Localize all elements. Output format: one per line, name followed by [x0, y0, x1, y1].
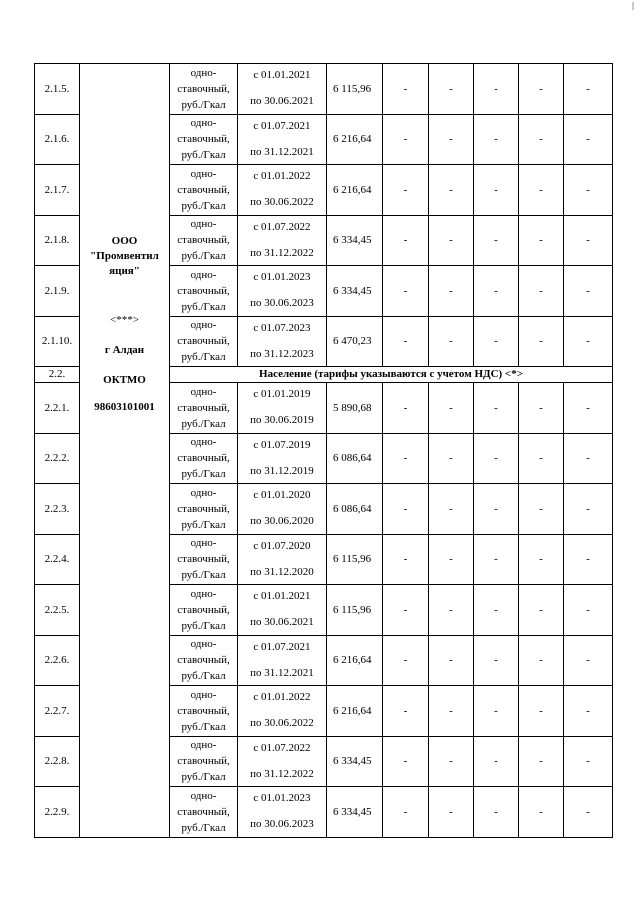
tariff-type-line: одно-: [190, 486, 217, 499]
period-cell: [238, 316, 327, 367]
empty-value-dash: -: [474, 266, 519, 317]
empty-value-dash: -: [519, 736, 564, 787]
empty-value-dash: -: [383, 635, 429, 686]
tariff-value: 6 216,64: [327, 114, 383, 165]
period-from: с 01.07.2022: [253, 741, 311, 754]
tariff-type-line: руб./Гкал: [181, 720, 226, 733]
tariff-type-line: ставочный,: [177, 284, 230, 297]
period-from: с 01.07.2021: [253, 119, 311, 132]
empty-value-dash: -: [429, 383, 474, 434]
empty-value-dash: -: [519, 686, 564, 737]
empty-value-dash: -: [383, 686, 429, 737]
empty-value-dash: -: [383, 787, 429, 838]
tariff-type-line: одно-: [190, 789, 217, 802]
empty-value-dash: -: [564, 433, 613, 484]
tariff-type-line: одно-: [190, 436, 217, 449]
empty-value-dash: -: [474, 787, 519, 838]
tariff-type-line: руб./Гкал: [181, 199, 226, 212]
empty-value-dash: -: [429, 484, 474, 535]
empty-value-dash: -: [474, 433, 519, 484]
empty-value-dash: -: [383, 114, 429, 165]
period-from: с 01.07.2020: [253, 539, 311, 552]
period-to: по 30.06.2022: [250, 717, 314, 730]
empty-value-dash: -: [429, 787, 474, 838]
empty-value-dash: -: [383, 266, 429, 317]
tariff-type-line: одно-: [190, 688, 217, 701]
empty-value-dash: -: [474, 686, 519, 737]
tariff-type-line: ставочный,: [177, 704, 230, 717]
tariff-type-line: ставочный,: [177, 553, 230, 566]
tariff-type: [170, 686, 238, 737]
empty-value-dash: -: [519, 635, 564, 686]
period-to: по 30.06.2020: [250, 515, 314, 528]
empty-value-dash: -: [564, 215, 613, 266]
empty-value-dash: -: [564, 686, 613, 737]
period-to: по 31.12.2021: [250, 666, 314, 679]
empty-value-dash: -: [383, 484, 429, 535]
period-from: с 01.01.2022: [253, 691, 311, 704]
tariff-type-line: одно-: [190, 66, 217, 79]
empty-value-dash: -: [564, 383, 613, 434]
period-from: с 01.07.2019: [253, 438, 311, 451]
period-cell: [238, 64, 327, 115]
empty-value-dash: -: [474, 534, 519, 585]
empty-value-dash: -: [429, 635, 474, 686]
period-to: по 30.06.2023: [250, 297, 314, 310]
tariff-type-line: руб./Гкал: [181, 351, 226, 364]
tariff-type-line: руб./Гкал: [181, 250, 226, 263]
tariff-type: [170, 635, 238, 686]
tariff-type-line: ставочный,: [177, 502, 230, 515]
empty-value-dash: -: [429, 266, 474, 317]
tariff-value: 6 216,64: [327, 635, 383, 686]
row-number: 2.2.6.: [35, 635, 80, 686]
empty-value-dash: -: [564, 585, 613, 636]
period-cell: [238, 585, 327, 636]
tariff-value: 6 115,96: [327, 534, 383, 585]
empty-value-dash: -: [474, 383, 519, 434]
period-cell: [238, 787, 327, 838]
empty-value-dash: -: [564, 787, 613, 838]
empty-value-dash: -: [474, 736, 519, 787]
empty-value-dash: -: [383, 383, 429, 434]
tariff-table: [34, 63, 613, 838]
tariff-type: [170, 534, 238, 585]
tariff-type-line: одно-: [190, 587, 217, 600]
empty-value-dash: -: [564, 534, 613, 585]
org-name-line: "Промвентил: [90, 250, 159, 262]
empty-value-dash: -: [474, 165, 519, 216]
empty-value-dash: -: [474, 316, 519, 367]
period-to: по 31.12.2020: [250, 565, 314, 578]
tariff-type: [170, 585, 238, 636]
empty-value-dash: -: [383, 736, 429, 787]
empty-value-dash: -: [474, 484, 519, 535]
tariff-type-line: одно-: [190, 739, 217, 752]
period-from: с 01.01.2019: [253, 388, 311, 401]
spacer: [80, 388, 169, 400]
empty-value-dash: -: [519, 585, 564, 636]
empty-value-dash: -: [429, 585, 474, 636]
period-from: с 01.01.2021: [253, 590, 311, 603]
org-city: г Алдан: [104, 344, 145, 356]
org-name-line: яция": [109, 265, 140, 277]
tariff-value: 6 216,64: [327, 686, 383, 737]
empty-value-dash: -: [519, 383, 564, 434]
section-number: 2.2.: [35, 367, 80, 383]
empty-value-dash: -: [519, 266, 564, 317]
tariff-type-line: ставочный,: [177, 401, 230, 414]
tariff-type: [170, 484, 238, 535]
empty-value-dash: -: [383, 316, 429, 367]
tariff-value: 6 334,45: [327, 215, 383, 266]
empty-value-dash: -: [429, 114, 474, 165]
period-from: с 01.07.2021: [253, 640, 311, 653]
spacer: [80, 328, 169, 343]
tariff-type-line: ставочный,: [177, 133, 230, 146]
empty-value-dash: -: [474, 585, 519, 636]
tariff-type-line: руб./Гкал: [181, 98, 226, 111]
empty-value-dash: -: [429, 316, 474, 367]
empty-value-dash: -: [519, 433, 564, 484]
row-number: 2.2.2.: [35, 433, 80, 484]
period-to: по 30.06.2021: [250, 616, 314, 629]
tariff-type: [170, 64, 238, 115]
period-cell: [238, 484, 327, 535]
tariff-type: [170, 433, 238, 484]
tariff-type-line: руб./Гкал: [181, 149, 226, 162]
org-marker: <***>: [110, 314, 139, 326]
tariff-value: 6 115,96: [327, 585, 383, 636]
tariff-value: 5 890,68: [327, 383, 383, 434]
empty-value-dash: -: [519, 534, 564, 585]
period-to: по 31.12.2022: [250, 767, 314, 780]
oktmo-code: 98603101001: [94, 401, 155, 413]
period-cell: [238, 736, 327, 787]
tariff-type-line: одно-: [190, 268, 217, 281]
period-from: с 01.01.2020: [253, 489, 311, 502]
empty-value-dash: -: [519, 787, 564, 838]
period-from: с 01.01.2023: [253, 271, 311, 284]
oktmo-label: ОКТМО: [103, 374, 146, 386]
tariff-type-line: одно-: [190, 385, 217, 398]
tariff-value: 6 334,45: [327, 787, 383, 838]
period-cell: [238, 635, 327, 686]
period-cell: [238, 266, 327, 317]
row-number: 2.2.8.: [35, 736, 80, 787]
tariff-type-line: руб./Гкал: [181, 821, 226, 834]
empty-value-dash: -: [519, 484, 564, 535]
tariff-value: 6 334,45: [327, 266, 383, 317]
organization-cell: [80, 64, 170, 838]
table-row: [35, 64, 613, 115]
tariff-value: 6 115,96: [327, 64, 383, 115]
period-cell: [238, 383, 327, 434]
empty-value-dash: -: [383, 64, 429, 115]
empty-value-dash: -: [564, 736, 613, 787]
row-number: 2.1.9.: [35, 266, 80, 317]
tariff-value: 6 470,23: [327, 316, 383, 367]
tariff-type-line: руб./Гкал: [181, 468, 226, 481]
tariff-value: 6 334,45: [327, 736, 383, 787]
period-from: с 01.01.2021: [253, 69, 311, 82]
empty-value-dash: -: [429, 736, 474, 787]
empty-value-dash: -: [429, 64, 474, 115]
period-cell: [238, 215, 327, 266]
tariff-value: 6 086,64: [327, 484, 383, 535]
empty-value-dash: -: [519, 64, 564, 115]
section-title: Население (тарифы указываются с учетом НДС) <*>: [170, 367, 613, 383]
empty-value-dash: -: [474, 635, 519, 686]
tariff-type-line: руб./Гкал: [181, 417, 226, 430]
tariff-type: [170, 383, 238, 434]
org-name-line: ООО: [111, 235, 138, 247]
row-number: 2.1.5.: [35, 64, 80, 115]
period-to: по 31.12.2023: [250, 347, 314, 360]
tariff-type-line: ставочный,: [177, 805, 230, 818]
empty-value-dash: -: [383, 433, 429, 484]
empty-value-dash: -: [383, 534, 429, 585]
tariff-type-line: ставочный,: [177, 82, 230, 95]
tariff-type: [170, 165, 238, 216]
tariff-type-line: ставочный,: [177, 234, 230, 247]
period-from: с 01.01.2022: [253, 170, 311, 183]
tariff-type-line: одно-: [190, 638, 217, 651]
empty-value-dash: -: [519, 316, 564, 367]
row-number: 2.1.10.: [35, 316, 80, 367]
tariff-type-line: ставочный,: [177, 755, 230, 768]
row-number: 2.1.6.: [35, 114, 80, 165]
empty-value-dash: -: [564, 316, 613, 367]
tariff-type-line: руб./Гкал: [181, 619, 226, 632]
row-number: 2.2.3.: [35, 484, 80, 535]
period-from: с 01.01.2023: [253, 792, 311, 805]
period-to: по 31.12.2021: [250, 145, 314, 158]
table-body: [35, 64, 613, 838]
empty-value-dash: -: [564, 165, 613, 216]
empty-value-dash: -: [429, 534, 474, 585]
tariff-type-line: одно-: [190, 117, 217, 130]
tariff-type-line: одно-: [190, 319, 217, 332]
tariff-type-line: руб./Гкал: [181, 569, 226, 582]
tariff-type-line: руб./Гкал: [181, 518, 226, 531]
empty-value-dash: -: [429, 165, 474, 216]
spacer: [80, 358, 169, 373]
row-number: 2.2.5.: [35, 585, 80, 636]
empty-value-dash: -: [383, 585, 429, 636]
empty-value-dash: -: [519, 114, 564, 165]
tariff-type-line: руб./Гкал: [181, 300, 226, 313]
empty-value-dash: -: [564, 114, 613, 165]
tariff-type: [170, 266, 238, 317]
row-number: 2.2.1.: [35, 383, 80, 434]
period-to: по 31.12.2019: [250, 464, 314, 477]
tariff-type-line: ставочный,: [177, 603, 230, 616]
spacer: [80, 279, 169, 313]
period-cell: [238, 165, 327, 216]
period-to: по 31.12.2022: [250, 246, 314, 259]
empty-value-dash: -: [383, 215, 429, 266]
tariff-type-line: одно-: [190, 167, 217, 180]
period-from: с 01.07.2023: [253, 321, 311, 334]
tariff-type: [170, 114, 238, 165]
row-number: 2.1.8.: [35, 215, 80, 266]
period-to: по 30.06.2023: [250, 818, 314, 831]
empty-value-dash: -: [564, 484, 613, 535]
empty-value-dash: -: [429, 686, 474, 737]
empty-value-dash: -: [564, 64, 613, 115]
tariff-type-line: одно-: [190, 218, 217, 231]
row-number: 2.1.7.: [35, 165, 80, 216]
empty-value-dash: -: [474, 114, 519, 165]
empty-value-dash: -: [519, 215, 564, 266]
row-number: 2.2.4.: [35, 534, 80, 585]
tariff-type: [170, 787, 238, 838]
tariff-type-line: одно-: [190, 537, 217, 550]
tariff-type: [170, 736, 238, 787]
row-number: 2.2.9.: [35, 787, 80, 838]
period-to: по 30.06.2021: [250, 95, 314, 108]
tariff-type: [170, 316, 238, 367]
empty-value-dash: -: [474, 64, 519, 115]
period-to: по 30.06.2022: [250, 196, 314, 209]
empty-value-dash: -: [383, 165, 429, 216]
tariff-type-line: ставочный,: [177, 183, 230, 196]
tariff-value: 6 216,64: [327, 165, 383, 216]
tariff-type-line: руб./Гкал: [181, 771, 226, 784]
tariff-value: 6 086,64: [327, 433, 383, 484]
tariff-type-line: руб./Гкал: [181, 670, 226, 683]
empty-value-dash: -: [474, 215, 519, 266]
row-number: 2.2.7.: [35, 686, 80, 737]
tariff-type-line: ставочный,: [177, 335, 230, 348]
empty-value-dash: -: [564, 635, 613, 686]
period-from: с 01.07.2022: [253, 220, 311, 233]
period-cell: [238, 686, 327, 737]
tariff-type: [170, 215, 238, 266]
tariff-type-line: ставочный,: [177, 654, 230, 667]
empty-value-dash: -: [564, 266, 613, 317]
period-cell: [238, 433, 327, 484]
empty-value-dash: -: [519, 165, 564, 216]
period-cell: [238, 534, 327, 585]
period-to: по 30.06.2019: [250, 414, 314, 427]
empty-value-dash: -: [429, 433, 474, 484]
period-cell: [238, 114, 327, 165]
tariff-type-line: ставочный,: [177, 452, 230, 465]
empty-value-dash: -: [429, 215, 474, 266]
scan-mark: [632, 2, 634, 10]
